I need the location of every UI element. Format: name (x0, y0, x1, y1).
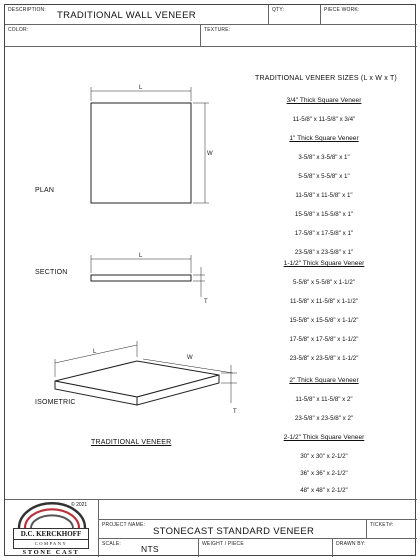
ticket-label: TICKET#: (370, 522, 394, 528)
size-item: 5-5/8" x 5-5/8" x 1-1/2" (293, 279, 355, 286)
drawing-sheet (4, 4, 416, 556)
size-item: 17-5/8" x 17-5/8" x 1-1/2" (289, 336, 359, 343)
size-item: 11-5/8" x 11-5/8" x 1" (295, 192, 353, 199)
scale-label: SCALE: (102, 541, 121, 547)
company-sub: COMPANY (14, 539, 88, 548)
plan-square (91, 103, 191, 203)
weight-label: WEIGHT / PIECE (202, 541, 244, 547)
drawn-by-label: DRAWN BY: (336, 541, 366, 547)
qty-label: QTY: (272, 7, 285, 13)
piece-work-cell (321, 5, 417, 25)
qty-cell (269, 5, 321, 25)
size-item: 11-5/8" x 11-5/8" x 2" (295, 396, 353, 403)
iso-dim-w: W (187, 355, 193, 361)
company-logo-block (5, 499, 99, 557)
size-group-heading: 2-1/2" Thick Square Veneer (283, 434, 365, 441)
project-name-value: STONECAST STANDARD VENEER (153, 526, 315, 537)
isometric-label: ISOMETRIC (35, 399, 76, 406)
company-name: D.C. KERCKHOFF (20, 530, 82, 538)
piece-work-label: PIECE WORK: (324, 7, 360, 13)
brand-name: STONE CAST (22, 549, 80, 556)
size-item: 23-5/8" x 23-5/8" x 1" (294, 249, 354, 256)
plan-dim-l: L (139, 85, 143, 91)
description-label: DESCRIPTION: (8, 7, 46, 13)
iso-dim-t: T (233, 409, 237, 415)
color-cell (5, 25, 201, 47)
texture-cell (201, 25, 417, 47)
size-item: 15-5/8" x 15-5/8" x 1" (294, 211, 354, 218)
size-item: 30" x 30" x 2-1/2" (300, 453, 348, 460)
scale-value: NTS (141, 544, 159, 554)
project-name-label: PROJECT NAME: (102, 522, 146, 528)
texture-label: TEXTURE: (204, 27, 231, 33)
section-dim-l: L (139, 253, 143, 259)
size-item: 23-5/8" x 23-5/8" x 1-1/2" (289, 355, 359, 362)
description-value: TRADITIONAL WALL VENEER (57, 10, 196, 21)
size-item: 48" x 48" x 2-1/2" (300, 487, 348, 494)
size-group-heading: 1-1/2" Thick Square Veneer (283, 260, 365, 267)
size-item: 23-5/8" x 23-5/8" x 2" (294, 415, 354, 422)
size-item: 11-5/8" x 11-5/8" x 3/4" (292, 116, 356, 123)
size-item: 11-5/8" x 11-5/8" x 1-1/2" (290, 298, 358, 305)
iso-dim-l: L (93, 349, 97, 355)
size-item: 17-5/8" x 17-5/8" x 1" (294, 230, 354, 237)
section-dim-t: T (204, 299, 208, 305)
company-name-box (13, 528, 89, 549)
arch-logo-icon (5, 500, 99, 530)
size-item: 5-5/8" x 5-5/8" x 1" (298, 173, 350, 180)
weight-cell (199, 539, 333, 557)
plan-label: PLAN (35, 187, 55, 194)
scale-cell (99, 539, 199, 557)
size-item: 15-5/8" x 15-5/8" x 1-1/2" (289, 317, 359, 324)
description-cell (5, 5, 269, 25)
size-item: 3-5/8" x 3-5/8" x 1" (298, 154, 350, 161)
project-name-cell (99, 519, 367, 539)
footer-mid-rule (99, 499, 417, 519)
caption-label: TRADITIONAL VENEER (91, 439, 172, 446)
drawing-area (5, 47, 417, 499)
color-label: COLOR: (8, 27, 29, 33)
size-group-heading: 2" Thick Square Veneer (289, 377, 359, 384)
size-group-heading: 3/4" Thick Square Veneer (286, 97, 362, 104)
size-group-heading: 1" Thick Square Veneer (289, 135, 359, 142)
ticket-cell (367, 519, 417, 539)
drawn-by-cell (333, 539, 417, 557)
size-item: 36" x 36" x 2-1/2" (300, 470, 348, 477)
section-label: SECTION (35, 269, 68, 276)
sizes-title: TRADITIONAL VENEER SIZES (L x W x T) (255, 75, 397, 82)
copyright-text: © 2021 (71, 502, 88, 508)
section-slab (91, 275, 191, 281)
plan-dim-w: W (207, 151, 213, 157)
